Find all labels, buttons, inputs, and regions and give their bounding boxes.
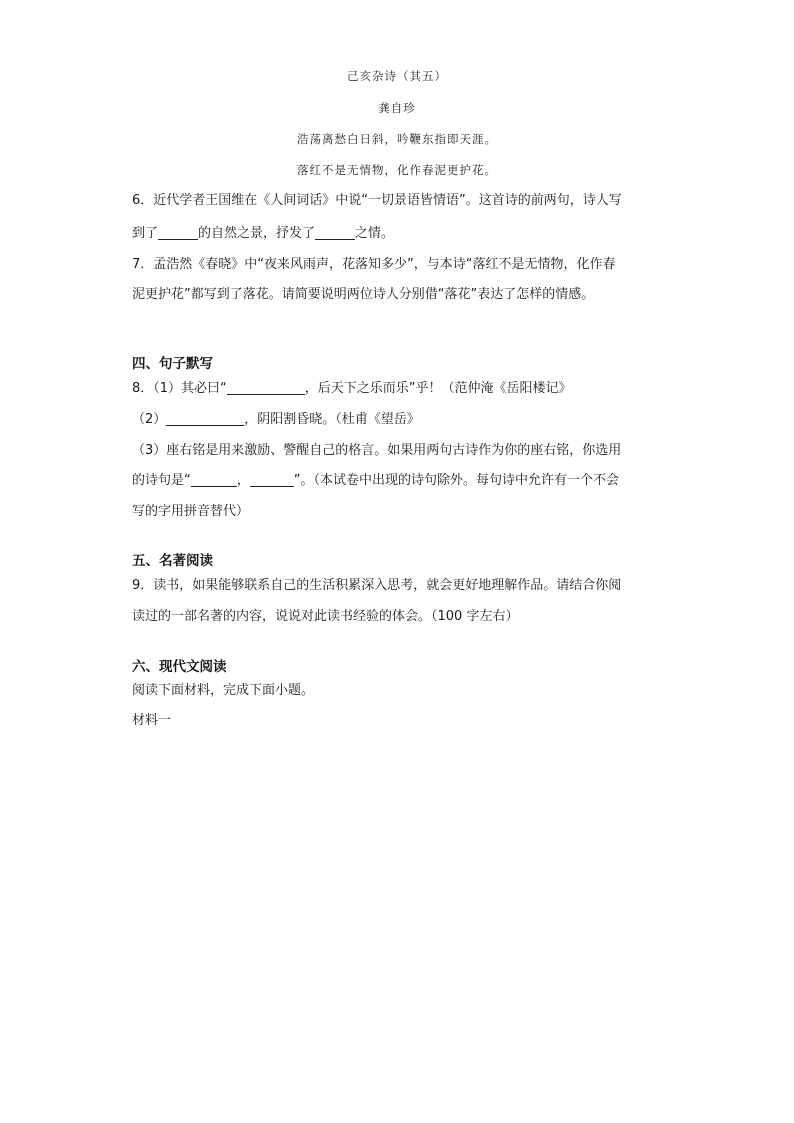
poem-line-1: 浩荡离愁白日斜，吟鞭东指即天涯。 [297, 132, 497, 146]
section-5-heading: 五、名著阅读 [132, 553, 213, 569]
question-8-3-comma: ， [236, 473, 250, 488]
answer-blank-8-3-first[interactable] [191, 472, 237, 487]
question-8-3-line-3: 写的字用拼音替代） [132, 504, 250, 519]
answer-blank-8-2[interactable] [166, 411, 244, 426]
question-8-1-text-a: 8．（1）其必曰“ [132, 381, 227, 396]
section-6-heading: 六、现代文阅读 [132, 659, 227, 675]
question-8-1-text-b: ，后天下之乐而乐”乎！（范仲淹《岳阳楼记》 [304, 381, 572, 396]
answer-blank-8-1[interactable] [227, 380, 305, 395]
question-6-line-1: 6．近代学者王国维在《人间词话》中说“一切景语皆情语”。这首诗的前两句，诗人写 [132, 193, 622, 208]
question-6-line-2 [132, 225, 672, 243]
question-8-2-text-a: （2） [132, 412, 167, 427]
question-8-3-line-1: （3）座右铭是用来激励、警醒自己的格言。如果用两句古诗作为你的座右铭，你选用 [132, 443, 622, 458]
answer-blank-emotion[interactable] [315, 225, 355, 240]
answer-blank-scenery[interactable] [158, 225, 198, 240]
question-8-2-text-b: ，阴阳割昏晓。（杜甫《望岳》 [244, 412, 420, 427]
poem-author: 龚自珍 [378, 101, 416, 115]
question-8-1 [132, 380, 672, 398]
question-6-text-a: 到了 [132, 226, 159, 241]
poem-title: 己亥杂诗（其五） [347, 69, 447, 83]
question-9-line-1: 9．读书，如果能够联系自己的生活积累深入思考，就会更好地理解作品。请结合你阅 [132, 578, 622, 593]
question-8-3-text-a: 的诗句是“ [132, 473, 191, 488]
question-8-3-line-2 [132, 472, 672, 490]
question-6-text-b: 的自然之景，抒发了 [198, 226, 316, 241]
question-7-line-2: 泥更护花”都写到了落花。请简要说明两位诗人分别借“落花”表达了怎样的情感。 [132, 287, 595, 302]
question-9-line-2: 读过的一部名著的内容，说说对此读书经验的体会。（100 字左右） [132, 609, 519, 624]
reading-instruction: 阅读下面材料，完成下面小题。 [132, 683, 315, 698]
question-8-2 [132, 411, 672, 429]
question-6-text-c: 之情。 [355, 226, 395, 241]
question-7-line-1: 7．孟浩然《春晓》中“夜来风雨声，花落知多少”，与本诗“落红不是无情物，化作春 [132, 257, 616, 272]
poem-line-2: 落红不是无情物，化作春泥更护花。 [297, 163, 497, 177]
question-8-3-text-b: ”。（本试卷中出现的诗句除外。每句诗中允许有一个不会 [293, 473, 620, 488]
section-4-heading: 四、句子默写 [132, 356, 213, 372]
material-one-label: 材料一 [132, 713, 172, 728]
answer-blank-8-3-second[interactable] [250, 472, 294, 487]
